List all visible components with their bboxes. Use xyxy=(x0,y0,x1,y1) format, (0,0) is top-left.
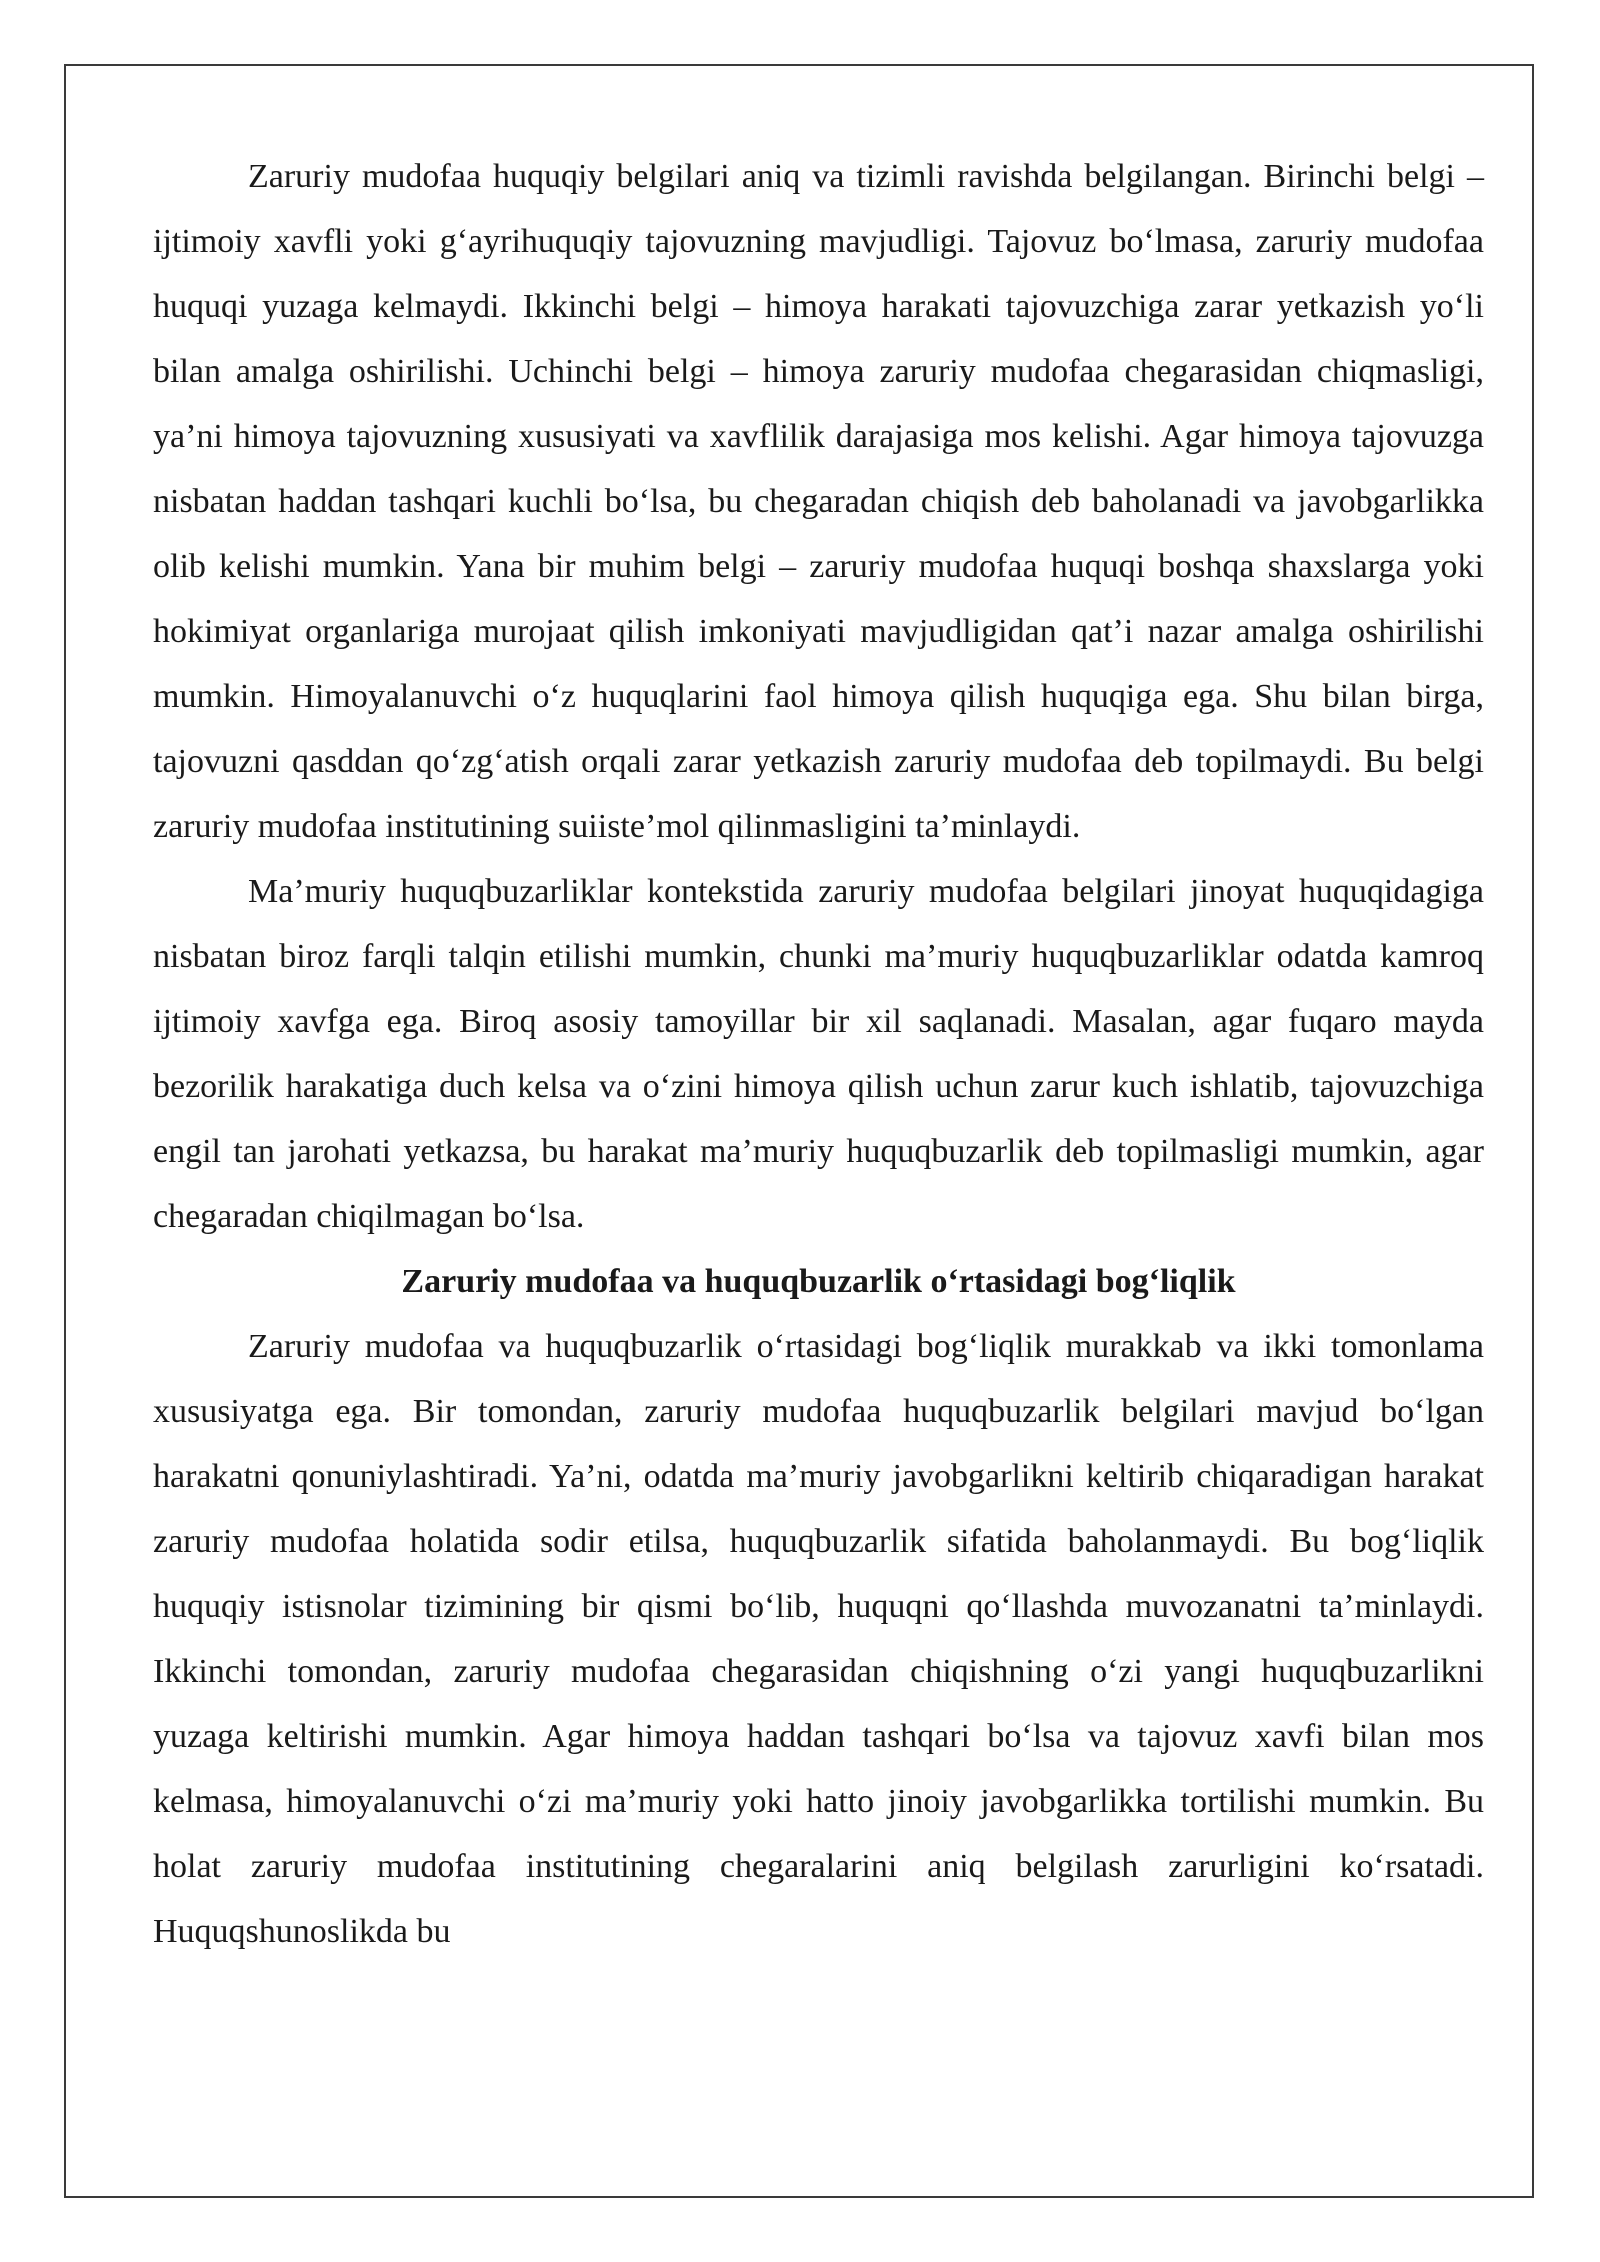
paragraph-relationship: Zaruriy mudofaa va huquqbuzarlik o‘rtasidagi bog‘liqlik murakkab va ikki tomonlama xususiyatga ega. Bir tomondan, zaruriy mudofaa huquqbuzarlik belgilari mavjud bo‘lgan harakatni qonuniylashtiradi. Ya’ni, odatda ma’muriy javobgarlikni keltirib chiqaradigan harakat zaruriy mudofaa holatida sodir etilsa, huquqbuzarlik sifatida baholanmaydi. Bu bog‘liqlik huquqiy istisnolar tizimining bir qismi bo‘lib, huquqni qo‘llashda muvozanatni ta’minlaydi. Ikkinchi tomondan, zaruriy mudofaa chegarasidan chiqishning o‘zi yangi huquqbuzarlikni yuzaga keltirishi mumkin. Agar himoya haddan tashqari bo‘lsa va tajovuz xavfi bilan mos kelmasa, himoyalanuvchi o‘zi ma’muriy yoki hatto jinoiy javobgarlikka tortilishi mumkin. Bu holat zaruriy mudofaa institutining chegaralarini aniq belgilash zarurligini ko‘rsatadi. Huquqshunoslikda bu xyxy=(153,1328,1484,1950)
paragraph-legal-features: Zaruriy mudofaa huquqiy belgilari aniq va tizimli ravishda belgilangan. Birinchi belgi – ijtimoiy xavfli yoki g‘ayrihuquqiy tajovuzning mavjudligi. Tajovuz bo‘lmasa, zaruriy mudofaa huquqi yuzaga kelmaydi. Ikkinchi belgi – himoya harakati tajovuzchiga zarar yetkazish yo‘li bilan amalga oshirilishi. Uchinchi belgi – himoya zaruriy mudofaa chegarasidan chiqmasligi, ya’ni himoya tajovuzning xususiyati va xavflilik darajasiga mos kelishi. Agar himoya tajovuzga nisbatan haddan tashqari kuchli bo‘lsa, bu chegaradan chiqish deb baholanadi va javobgarlikka olib kelishi mumkin. Yana bir muhim belgi – zaruriy mudofaa huquqi boshqa shaxslarga yoki hokimiyat organlariga murojaat qilish imkoniyati mavjudligidan qat’i nazar amalga oshirilishi mumkin. Himoyalanuvchi o‘z huquqlarini faol himoya qilish huquqiga ega. Shu bilan birga, tajovuzni qasddan qo‘zg‘atish orqali zarar yetkazish zaruriy mudofaa deb topilmaydi. Bu belgi zaruriy mudofaa institutining suiiste’mol qilinmasligini ta’minlaydi. xyxy=(153,158,1484,845)
section-heading: Zaruriy mudofaa va huquqbuzarlik o‘rtasidagi bog‘liqlik xyxy=(401,1263,1236,1300)
paragraph-administrative-context: Ma’muriy huquqbuzarliklar kontekstida zaruriy mudofaa belgilari jinoyat huquqidagiga nisbatan biroz farqli talqin etilishi mumkin, chunki ma’muriy huquqbuzarliklar odatda kamroq ijtimoiy xavfga ega. Biroq asosiy tamoyillar bir xil saqlanadi. Masalan, agar fuqaro mayda bezorilik harakatiga duch kelsa va o‘zini himoya qilish uchun zarur kuch ishlatib, tajovuzchiga engil tan jarohati yetkazsa, bu harakat ma’muriy huquqbuzarlik deb topilmasligi mumkin, agar chegaradan chiqilmagan bo‘lsa. xyxy=(153,873,1484,1235)
document-body xyxy=(153,144,1484,1964)
